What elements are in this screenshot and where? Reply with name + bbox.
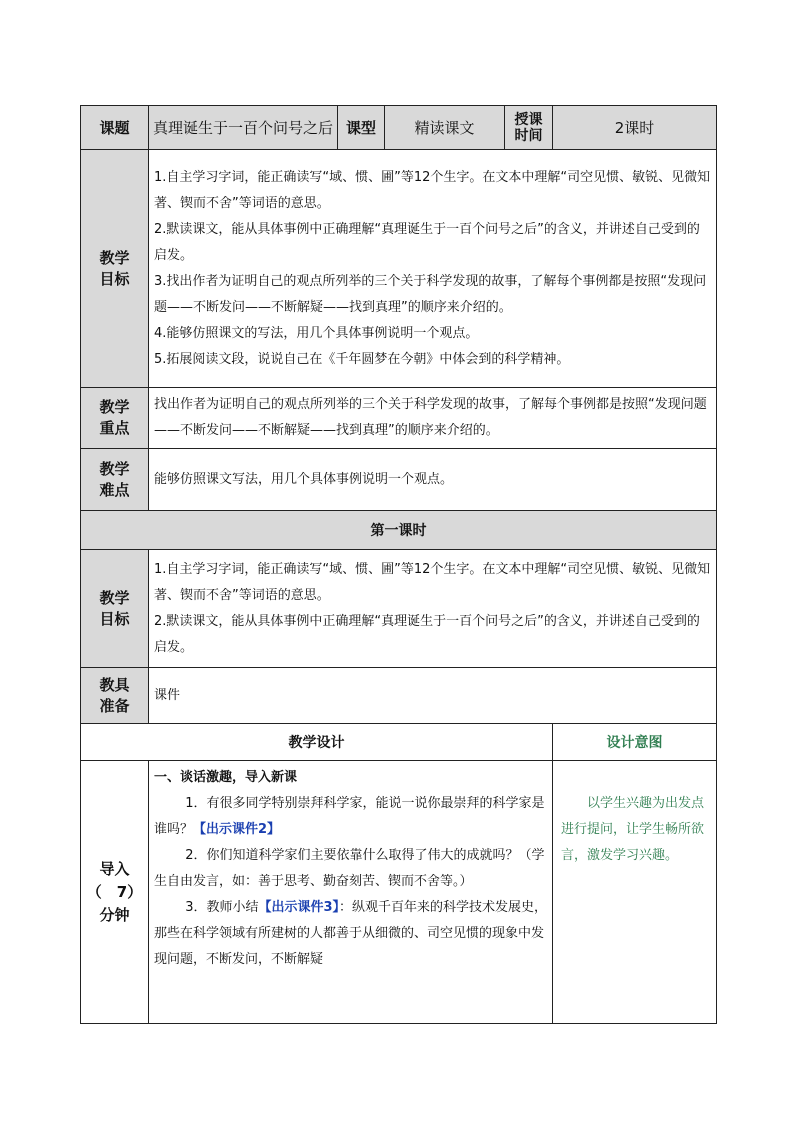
difficulties-label [81,449,149,511]
intro-step-3-pre: 3．教师小结 [185,900,259,915]
goal-item: 3.找出作者为证明自己的观点所列举的三个关于科学发现的故事，了解每个事例都是按照“发现问题——不断发问——不断解疑——找到真理”的顺序来介绍的。 [154,273,707,315]
lesson-goal-item: 2.默读课文，能从具体事例中正确理解“真理诞生于一百个问号之后”的含义，并讲述自己受到的启发。 [154,613,700,655]
goals-label-line1: 教学 [99,248,130,267]
difficulties-label-line2: 难点 [99,480,130,499]
goal-item: 5.拓展阅读文段，说说自己在《千年圆梦在今朝》中体会到的科学精神。 [154,351,570,367]
type-value: 精读课文 [385,106,505,150]
topic-label: 课题 [81,106,149,150]
intent-text: 以学生兴趣为出发点进行提问，让学生畅所欲言，激发学习兴趣。 [561,796,705,863]
time-label [505,106,553,150]
first-lesson-title: 第一课时 [81,511,717,550]
intro-step-1 [154,791,548,843]
tools-label-line1: 教具 [99,675,130,694]
lesson-goals-label [81,550,149,668]
stage-label-line1: 导入 [99,859,130,878]
key-points-text: 找出作者为证明自己的观点所列举的三个关于科学发现的故事，了解每个事例都是按照“发现问题——不断发问——不断解疑——找到真理”的顺序来介绍的。 [149,388,717,449]
lesson-goals-label-line2: 目标 [99,609,130,628]
tools-label [81,668,149,724]
time-value: 2课时 [553,106,717,150]
tools-label-line2: 准备 [99,696,130,715]
lesson-goals-label-line1: 教学 [99,588,130,607]
slide-tag: 【出示课件3】 [258,900,340,915]
time-label-line2: 时间 [514,127,543,144]
lesson-goals-content [149,550,717,668]
tools-value: 课件 [149,668,717,724]
design-header-row [81,724,717,761]
key-points-label-line1: 教学 [99,398,130,416]
goal-item: 1.自主学习字词，能正确读写“域、惯、圃”等12个生字。在文本中理解“司空见惯、敏锐、见微知著、锲而不舍”等词语的意思。 [154,169,711,211]
intro-row [81,761,717,1024]
lesson-plan-table [80,105,717,1024]
intro-content [149,761,553,1024]
header-row [81,106,717,150]
intent-content [553,761,717,1024]
goals-row [81,150,717,388]
lesson-goal-item: 1.自主学习字词，能正确读写“域、惯、圃”等12个生字。在文本中理解“司空见惯、敏锐、见微知著、锲而不舍”等词语的意思。 [154,561,711,603]
stage-label-line3: 分钟 [99,905,130,924]
goals-label-line2: 目标 [99,269,130,288]
slide-tag: 【出示课件2】 [193,822,281,837]
time-label-line1: 授课 [514,111,543,128]
stage-label-line2: （ 7） [86,882,143,901]
topic-value: 真理诞生于一百个问号之后 [149,106,338,150]
goals-label [81,150,149,388]
key-points-label-line2: 重点 [99,419,130,437]
stage-label [81,761,149,1024]
intro-step-1-text: 1．有很多同学特别崇拜科学家，能说一说你最崇拜的科学家是谁吗？ [154,796,545,837]
goal-item: 2.默读课文，能从具体事例中正确理解“真理诞生于一百个问号之后”的含义，并讲述自己受到的启发。 [154,221,700,263]
design-header: 教学设计 [81,724,553,761]
difficulties-row [81,449,717,511]
intent-header: 设计意图 [553,724,717,761]
intro-step-2: 2．你们知道科学家们主要依靠什么取得了伟大的成就吗？（学生自由发言，如：善于思考、勤奋刻苦、锲而不舍等。） [154,848,545,889]
key-points-row [81,388,717,449]
lesson-goals-row [81,550,717,668]
difficulties-label-line1: 教学 [99,459,130,478]
first-lesson-row [81,511,717,550]
key-points-label [81,388,149,449]
goal-item: 4.能够仿照课文的写法，用几个具体事例说明一个观点。 [154,325,479,341]
intro-step-3-text: ：纵观千百年来的科学技术发展史，那些在科学领域有所建树的人都善于从细微的、司空见惯的现象中发现问题，不断发问，不断解疑 [154,900,548,967]
tools-row [81,668,717,724]
difficulties-text: 能够仿照课文写法，用几个具体事例说明一个观点。 [149,449,717,511]
type-label: 课型 [338,106,385,150]
section-title: 一、谈话激趣，导入新课 [154,770,298,785]
goals-content [149,150,717,388]
intro-step-3 [154,895,548,973]
